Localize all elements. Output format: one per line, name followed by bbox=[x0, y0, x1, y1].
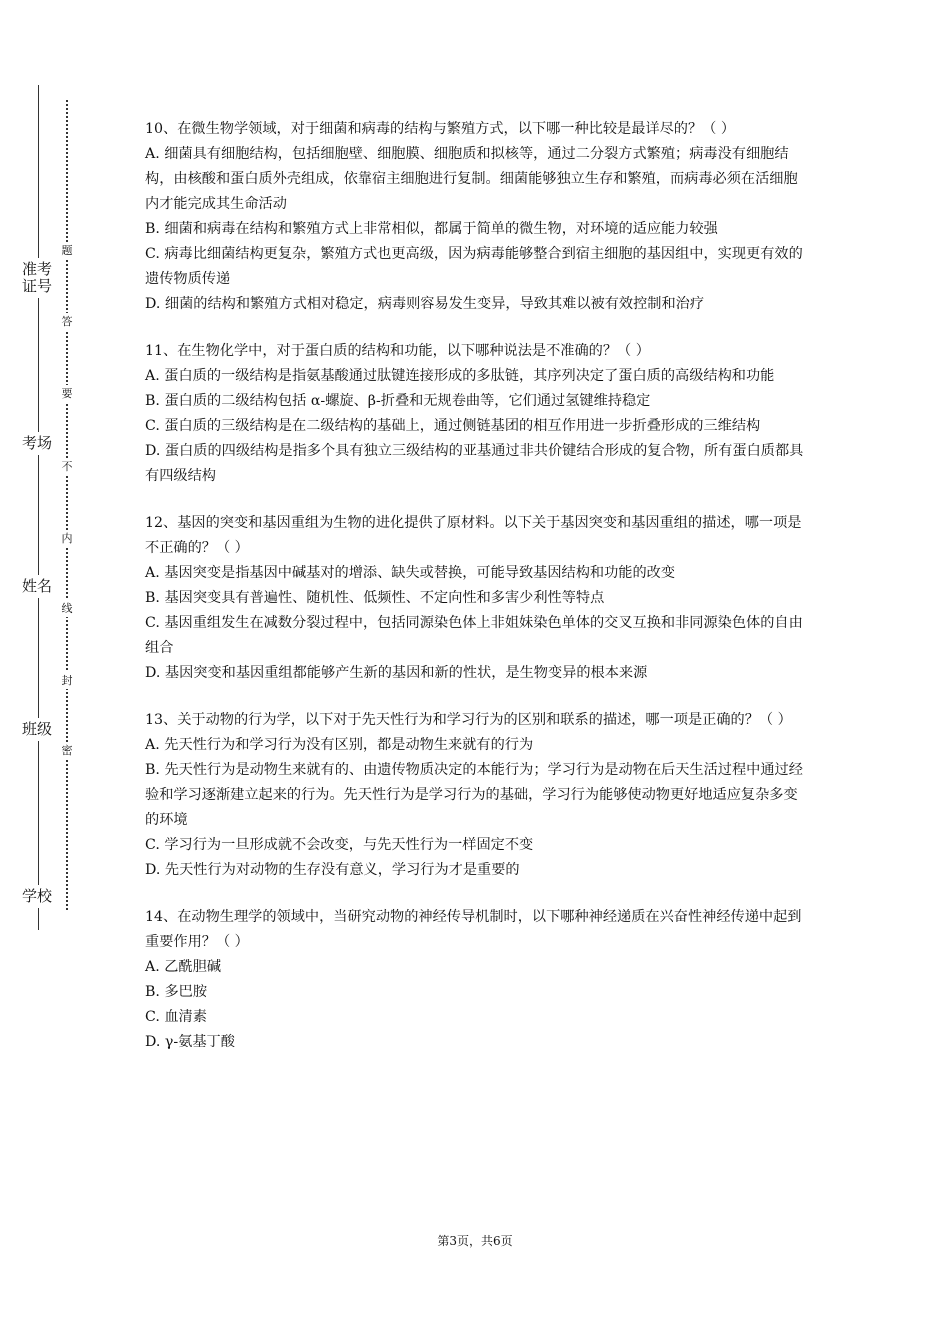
question-stem: 13、关于动物的行为学，以下对于先天性行为和学习行为的区别和联系的描述，哪一项是正确的？（ ） bbox=[145, 712, 792, 728]
seal-char: 封 bbox=[58, 672, 76, 689]
question-14 bbox=[145, 905, 810, 1055]
option-c: C. 学习行为一旦形成就不会改变，与先天性行为一样固定不变 bbox=[145, 837, 534, 853]
question-stem: 14、在动物生理学的领域中，当研究动物的神经传导机制时，以下哪种神经递质在兴奋性神经传递中起到重要作用？（ ） bbox=[145, 909, 802, 950]
seal-line bbox=[66, 100, 68, 910]
field-exam-room: 考场 bbox=[22, 432, 52, 455]
seal-char: 内 bbox=[58, 530, 76, 547]
seal-char: 不 bbox=[58, 458, 76, 475]
option-a: A. 蛋白质的一级结构是指氨基酸通过肽键连接形成的多肽链，其序列决定了蛋白质的高级结构和功能 bbox=[145, 368, 775, 384]
option-b: B. 细菌和病毒在结构和繁殖方式上非常相似，都属于简单的微生物，对环境的适应能力较强 bbox=[145, 221, 718, 237]
fill-in-line bbox=[38, 85, 39, 930]
option-c: C. 血清素 bbox=[145, 1009, 207, 1025]
question-list bbox=[145, 117, 810, 1077]
option-a: A. 基因突变是指基因中碱基对的增添、缺失或替换，可能导致基因结构和功能的改变 bbox=[145, 565, 676, 581]
seal-char: 线 bbox=[58, 600, 76, 617]
field-name: 姓名 bbox=[22, 575, 52, 598]
option-a: A. 乙酰胆碱 bbox=[145, 959, 222, 975]
option-b: B. 先天性行为是动物生来就有的、由遗传物质决定的本能行为；学习行为是动物在后天生活过程中通过经验和学习逐渐建立起来的行为。先天性行为是学习行为的基础，学习行为能够使动物更好地适应复杂多变的环境 bbox=[145, 762, 803, 828]
option-c: C. 蛋白质的三级结构是在二级结构的基础上，通过侧链基团的相互作用进一步折叠形成的三维结构 bbox=[145, 418, 761, 434]
option-a: A. 细菌具有细胞结构，包括细胞壁、细胞膜、细胞质和拟核等，通过二分裂方式繁殖；病毒没有细胞结构，由核酸和蛋白质外壳组成，依靠宿主细胞进行复制。细菌能够独立生存和繁殖，而病毒必须在活细胞内才能完成其生命活动 bbox=[145, 146, 798, 212]
seal-char: 题 bbox=[58, 242, 76, 259]
field-exam-id: 准考证号 bbox=[22, 258, 52, 298]
question-12 bbox=[145, 511, 810, 686]
seal-char: 密 bbox=[58, 742, 76, 759]
option-d: D. 细菌的结构和繁殖方式相对稳定，病毒则容易发生变异，导致其难以被有效控制和治疗 bbox=[145, 296, 705, 312]
page-number: 第3页，共6页 bbox=[437, 1234, 513, 1248]
binding-margin bbox=[0, 0, 100, 1344]
seal-char: 要 bbox=[58, 385, 76, 402]
option-b: B. 蛋白质的二级结构包括 α-螺旋、β-折叠和无规卷曲等，它们通过氢键维持稳定 bbox=[145, 393, 651, 409]
option-c: C. 病毒比细菌结构更复杂，繁殖方式也更高级，因为病毒能够整合到宿主细胞的基因组中，实现更有效的遗传物质传递 bbox=[145, 246, 803, 287]
option-b: B. 多巴胺 bbox=[145, 984, 208, 1000]
option-d: D. 基因突变和基因重组都能够产生新的基因和新的性状，是生物变异的根本来源 bbox=[145, 665, 648, 681]
option-d: D. 先天性行为对动物的生存没有意义，学习行为才是重要的 bbox=[145, 862, 520, 878]
field-class: 班级 bbox=[22, 718, 52, 741]
option-c: C. 基因重组发生在减数分裂过程中，包括同源染色体上非姐妹染色单体的交叉互换和非同源染色体的自由组合 bbox=[145, 615, 803, 656]
question-13 bbox=[145, 708, 810, 883]
question-stem: 12、基因的突变和基因重组为生物的进化提供了原材料。以下关于基因突变和基因重组的描述，哪一项是不正确的？（ ） bbox=[145, 515, 802, 556]
seal-char: 答 bbox=[58, 313, 76, 330]
option-b: B. 基因突变具有普遍性、随机性、低频性、不定向性和多害少利性等特点 bbox=[145, 590, 605, 606]
question-stem: 10、在微生物学领域，对于细菌和病毒的结构与繁殖方式，以下哪一种比较是最详尽的？（ ） bbox=[145, 121, 736, 137]
option-d: D. 蛋白质的四级结构是指多个具有独立三级结构的亚基通过非共价键结合形成的复合物，所有蛋白质都具有四级结构 bbox=[145, 443, 804, 484]
field-school: 学校 bbox=[22, 885, 52, 908]
option-d: D. γ-氨基丁酸 bbox=[145, 1034, 235, 1050]
option-a: A. 先天性行为和学习行为没有区别，都是动物生来就有的行为 bbox=[145, 737, 534, 753]
question-10 bbox=[145, 117, 810, 317]
question-11 bbox=[145, 339, 810, 489]
question-stem: 11、在生物化学中，对于蛋白质的结构和功能，以下哪种说法是不准确的？（ ） bbox=[145, 343, 650, 359]
